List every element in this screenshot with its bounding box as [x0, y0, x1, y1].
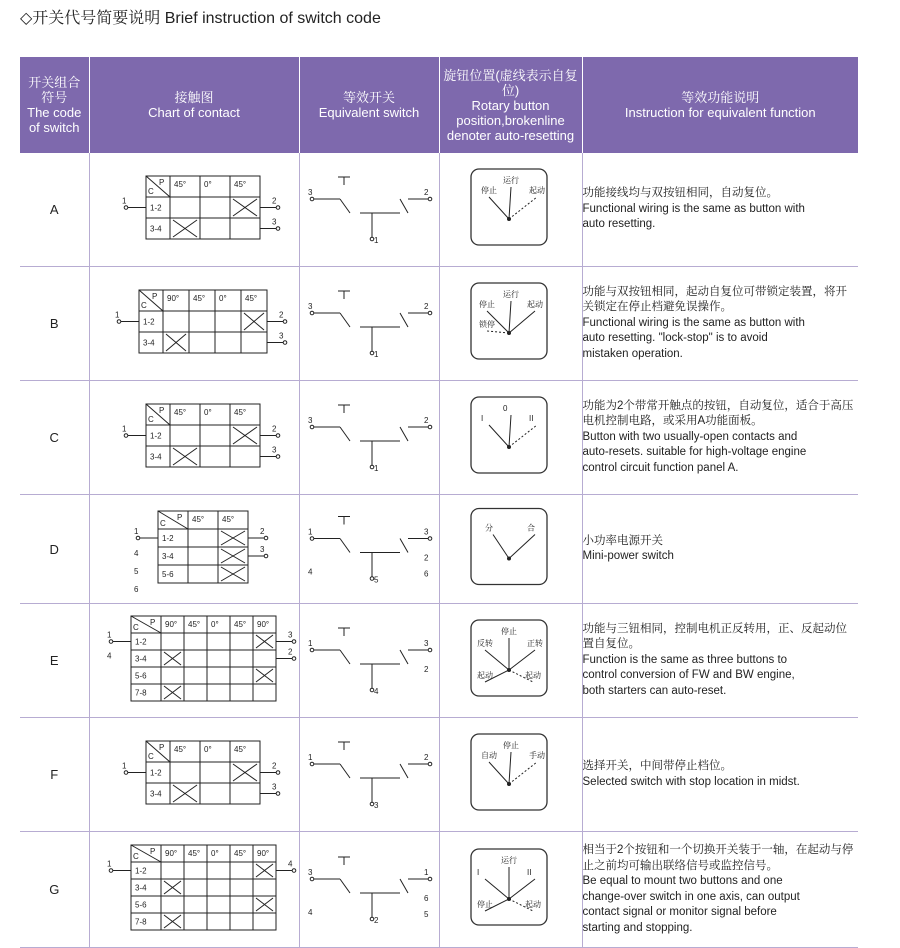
equivalent-switch	[300, 718, 440, 826]
angle-label: 45°	[233, 180, 246, 189]
switch-terminal-label: 5	[423, 910, 428, 919]
equivalent-switch-cell	[299, 267, 439, 381]
contact-chart	[90, 718, 300, 826]
switch-code: A	[20, 153, 89, 267]
terminal-label: 4	[287, 859, 292, 869]
angle-label: 45°	[187, 849, 200, 858]
contact-label: 3-4	[149, 789, 162, 799]
terminal-label: 2	[271, 424, 276, 434]
description-en-line: control circuit function panel A.	[582, 461, 739, 474]
contact-label: 5-6	[134, 671, 147, 681]
switch-code-table	[20, 57, 858, 948]
terminal-label: 3	[287, 630, 292, 640]
terminal-label: 4	[133, 549, 138, 558]
terminal-label: 1	[106, 859, 111, 869]
contact-chart	[90, 381, 300, 489]
switch-terminal-label: 1	[307, 753, 312, 762]
contact-label: 7-8	[134, 917, 147, 927]
rotary-dial	[440, 832, 583, 942]
corner-c: C	[159, 519, 166, 528]
rotary-position-cell	[439, 495, 582, 604]
switch-terminal-label: 6	[423, 569, 428, 579]
description-en-line: auto-resets. suitable for high-voltage engine	[582, 446, 807, 459]
angle-label: 45°	[173, 408, 186, 417]
contact-label: 7-8	[134, 688, 147, 698]
switch-terminal-label: 3	[373, 801, 378, 810]
contact-chart-cell	[89, 381, 299, 495]
table-row	[20, 267, 858, 381]
angle-label: 45°	[173, 745, 186, 754]
rotary-position-cell	[439, 718, 582, 832]
equivalent-switch-cell	[299, 832, 439, 948]
dial-position-label: 锁停	[478, 320, 495, 329]
contact-label: 3-4	[134, 883, 147, 893]
description-en-line: control conversion of FW and BW engine,	[582, 669, 795, 682]
equivalent-switch-cell	[299, 495, 439, 604]
description-cn: 功能接线均与双按钮相同，自动复位。	[582, 187, 778, 200]
contact-chart	[90, 604, 300, 712]
angle-label: 45°	[221, 515, 234, 524]
switch-terminal-label: 2	[423, 188, 428, 197]
header-switch: 等效开关 Equivalent switch	[299, 57, 439, 153]
terminal-label: 2	[287, 647, 292, 657]
description-cn: 功能与双按钮相同，起动自复位可带锁定装置，将开关锁定在停止档避免误操作。	[582, 285, 847, 314]
corner-p: P	[158, 178, 164, 187]
table-row	[20, 604, 858, 718]
terminal-label: 1	[121, 424, 126, 434]
switch-code: D	[20, 495, 89, 604]
description-cn: 小功率电源开关	[582, 534, 663, 547]
description-en-line: auto resetting.	[582, 218, 656, 231]
description-en-line: Selected switch with stop location in midst.	[582, 775, 800, 788]
terminal-label: 1	[106, 630, 111, 640]
angle-label: 45°	[233, 745, 246, 754]
contact-chart	[90, 153, 300, 261]
contact-chart-cell	[89, 832, 299, 948]
function-description	[582, 604, 858, 718]
rotary-dial	[440, 381, 583, 489]
description-en-line: auto resetting. "lock-stop" is to avoid	[582, 332, 768, 345]
dial-position-label: 手动	[528, 751, 545, 760]
contact-label: 1-2	[142, 317, 155, 327]
contact-chart-cell	[89, 495, 299, 604]
description-cn: 相当于2个按钮和一个切换开关装于一轴，在起动与停止之前均可输出联络信号或监控信号。	[582, 844, 854, 872]
switch-code: E	[20, 604, 89, 718]
angle-label: 45°	[192, 294, 205, 303]
header-row	[20, 57, 858, 153]
switch-code: F	[20, 718, 89, 832]
equivalent-switch-cell	[299, 153, 439, 267]
angle-label: 90°	[164, 620, 177, 629]
switch-terminal-label: 2	[423, 302, 428, 311]
description-en-line: Button with two usually-open contacts and	[582, 430, 798, 443]
contact-label: 1-2	[149, 768, 162, 778]
switch-code: G	[20, 832, 89, 948]
corner-p: P	[151, 292, 157, 301]
description-en-line: both starters can auto-reset.	[582, 684, 727, 697]
function-description	[582, 381, 858, 495]
dial-position-label: 正转	[526, 639, 543, 648]
rotary-position-cell	[439, 153, 582, 267]
description-cn: 功能为2个带常开触点的按钮，自动复位，适合于高压电机控制电路，或采用A功能面板。	[582, 399, 854, 428]
terminal-label: 3	[271, 445, 276, 455]
dial-position-label: 反转	[476, 639, 493, 648]
contact-chart	[90, 832, 300, 942]
function-description	[582, 495, 858, 604]
contact-label: 1-2	[149, 431, 162, 441]
angle-label: 45°	[233, 620, 246, 629]
equivalent-switch	[300, 495, 440, 598]
equivalent-switch	[300, 267, 440, 375]
contact-label: 1-2	[161, 534, 174, 543]
rotary-dial	[440, 718, 583, 826]
equivalent-switch	[300, 604, 440, 712]
contact-label: 3-4	[142, 338, 155, 348]
rotary-dial	[440, 267, 583, 375]
contact-label: 1-2	[134, 866, 147, 876]
corner-p: P	[176, 513, 182, 522]
equivalent-switch-cell	[299, 381, 439, 495]
header-code: 开关组合符号 The code of switch	[20, 57, 89, 153]
rotary-position-cell	[439, 832, 582, 948]
switch-terminal-label: 1	[373, 464, 378, 473]
equivalent-switch	[300, 153, 440, 261]
dial-position-label: 运行	[502, 176, 519, 185]
dial-position-label: 起动	[524, 900, 541, 909]
equivalent-switch	[300, 832, 440, 942]
terminal-label: 2	[271, 761, 276, 771]
rotary-dial	[440, 153, 583, 261]
dial-position-label: 停止	[478, 300, 495, 309]
terminal-label: 2	[278, 310, 283, 320]
switch-code: B	[20, 267, 89, 381]
terminal-label: 2	[259, 527, 264, 536]
dial-position-label: 运行	[502, 290, 519, 299]
rotary-position-cell	[439, 381, 582, 495]
angle-label: 90°	[256, 849, 269, 858]
rotary-dial	[440, 604, 583, 712]
switch-terminal-label: 1	[423, 868, 428, 877]
description-cn: 选择开关，中间带停止档位。	[582, 760, 732, 772]
terminal-label: 3	[271, 782, 276, 792]
rotary-position-cell	[439, 267, 582, 381]
angle-label: 45°	[233, 408, 246, 417]
corner-c: C	[147, 752, 154, 761]
angle-label: 0°	[203, 745, 212, 754]
dial-position-label: 停止	[480, 186, 497, 195]
switch-terminal-label: 4	[307, 908, 312, 917]
description-en-line: Function is the same as three buttons to	[582, 653, 788, 666]
dial-position-label: 合	[526, 523, 535, 533]
switch-terminal-label: 2	[423, 665, 428, 674]
contact-label: 5-6	[161, 570, 174, 579]
function-description	[582, 718, 858, 832]
function-description	[582, 832, 858, 948]
description-en-line: contact signal or monitor signal before	[582, 906, 777, 918]
angle-label: 0°	[210, 849, 219, 858]
switch-terminal-label: 6	[423, 894, 428, 903]
contact-label: 5-6	[134, 900, 147, 910]
corner-c: C	[140, 301, 147, 310]
angle-label: 45°	[187, 620, 200, 629]
table-row	[20, 381, 858, 495]
switch-terminal-label: 1	[307, 639, 312, 648]
dial-position-label: 分	[484, 523, 493, 533]
switch-terminal-label: 3	[307, 416, 312, 425]
dial-position-label: I	[476, 868, 479, 877]
switch-terminal-label: 5	[373, 575, 378, 585]
switch-terminal-label: 2	[423, 553, 428, 563]
contact-chart-cell	[89, 153, 299, 267]
angle-label: 90°	[166, 294, 179, 303]
switch-terminal-label: 2	[423, 753, 428, 762]
dial-position-label: 起动	[476, 671, 493, 680]
angle-label: 90°	[164, 849, 177, 858]
dial-position-label: 自动	[480, 751, 497, 760]
dial-position-label: 起动	[528, 186, 545, 195]
dial-position-label: 运行	[500, 856, 517, 865]
angle-label: 45°	[173, 180, 186, 189]
page-title: ◇开关代号简要说明 Brief instruction of switch code	[20, 10, 381, 27]
terminal-label: 1	[121, 761, 126, 771]
contact-label: 3-4	[149, 224, 162, 234]
switch-terminal-label: 4	[373, 687, 378, 696]
description-en-line: Mini-power switch	[582, 550, 674, 562]
angle-label: 0°	[218, 294, 227, 303]
description-en-line: Functional wiring is the same as button with	[582, 202, 805, 215]
terminal-label: 1	[114, 310, 119, 320]
equivalent-switch-cell	[299, 604, 439, 718]
angle-label: 90°	[256, 620, 269, 629]
rotary-dial	[440, 495, 583, 598]
dial-position-label: II	[526, 868, 531, 877]
corner-p: P	[149, 618, 155, 627]
terminal-label: 5	[133, 567, 138, 576]
contact-label: 3-4	[134, 654, 147, 664]
dial-position-label: I	[480, 414, 483, 423]
table-row	[20, 495, 858, 604]
switch-terminal-label: 3	[423, 639, 428, 648]
contact-chart-cell	[89, 267, 299, 381]
dial-position-label: 停止	[502, 741, 519, 750]
switch-code: C	[20, 381, 89, 495]
terminal-label: 3	[271, 217, 276, 227]
angle-label: 0°	[203, 180, 212, 189]
contact-chart-cell	[89, 604, 299, 718]
dial-position-label: 停止	[476, 900, 493, 909]
switch-terminal-label: 4	[307, 567, 312, 577]
contact-label: 1-2	[149, 203, 162, 213]
dial-position-label: 起动	[524, 671, 541, 680]
corner-c: C	[132, 852, 139, 861]
angle-label: 45°	[191, 515, 204, 524]
angle-label: 45°	[244, 294, 257, 303]
switch-terminal-label: 1	[373, 236, 378, 245]
switch-terminal-label: 1	[307, 527, 312, 537]
description-en-line: Functional wiring is the same as button with	[582, 316, 805, 329]
terminal-label: 1	[133, 527, 138, 536]
switch-terminal-label: 3	[307, 188, 312, 197]
header-function: 等效功能说明 Instruction for equivalent function	[582, 57, 858, 153]
corner-c: C	[147, 187, 154, 196]
header-chart: 接触图 Chart of contact	[89, 57, 299, 153]
contact-label: 3-4	[149, 452, 162, 462]
rotary-position-cell	[439, 604, 582, 718]
description-en-line: mistaken operation.	[582, 347, 683, 360]
angle-label: 45°	[233, 849, 246, 858]
terminal-label: 4	[106, 651, 111, 661]
terminal-label: 2	[271, 196, 276, 206]
terminal-label: 3	[278, 331, 283, 341]
table-row	[20, 832, 858, 948]
description-cn: 功能与三钮相同，控制电机正反转用，正、反起动位置自复位。	[582, 622, 847, 651]
switch-terminal-label: 3	[307, 868, 312, 877]
corner-p: P	[158, 406, 164, 415]
contact-chart-cell	[89, 718, 299, 832]
description-en-line: starting and stopping.	[582, 921, 693, 934]
angle-label: 0°	[203, 408, 212, 417]
table-row	[20, 718, 858, 832]
contact-chart	[90, 267, 300, 375]
dial-position-label: 0	[502, 404, 507, 413]
description-en-line: Be equal to mount two buttons and one	[582, 875, 783, 887]
switch-terminal-label: 1	[373, 350, 378, 359]
function-description	[582, 153, 858, 267]
terminal-label: 6	[133, 585, 138, 594]
terminal-label: 3	[259, 545, 264, 554]
corner-c: C	[147, 415, 154, 424]
switch-terminal-label: 3	[423, 527, 428, 537]
equivalent-switch-cell	[299, 718, 439, 832]
dial-position-label: 停止	[500, 627, 517, 636]
contact-label: 3-4	[161, 552, 174, 561]
switch-terminal-label: 2	[373, 916, 378, 925]
description-en-line: change-over switch in one axis, can output	[582, 890, 800, 903]
switch-terminal-label: 3	[307, 302, 312, 311]
terminal-label: 1	[121, 196, 126, 206]
corner-c: C	[132, 623, 139, 632]
function-description	[582, 267, 858, 381]
header-rotary: 旋钮位置(虚线表示自复位) Rotary button position,brokenline denoter auto-resetting	[439, 57, 582, 153]
dial-position-label: 起动	[526, 300, 543, 309]
corner-p: P	[149, 847, 155, 856]
dial-position-label: II	[528, 414, 533, 423]
table-row	[20, 153, 858, 267]
equivalent-switch	[300, 381, 440, 489]
contact-label: 1-2	[134, 637, 147, 647]
switch-terminal-label: 2	[423, 416, 428, 425]
corner-p: P	[158, 743, 164, 752]
angle-label: 0°	[210, 620, 219, 629]
contact-chart	[90, 495, 300, 598]
